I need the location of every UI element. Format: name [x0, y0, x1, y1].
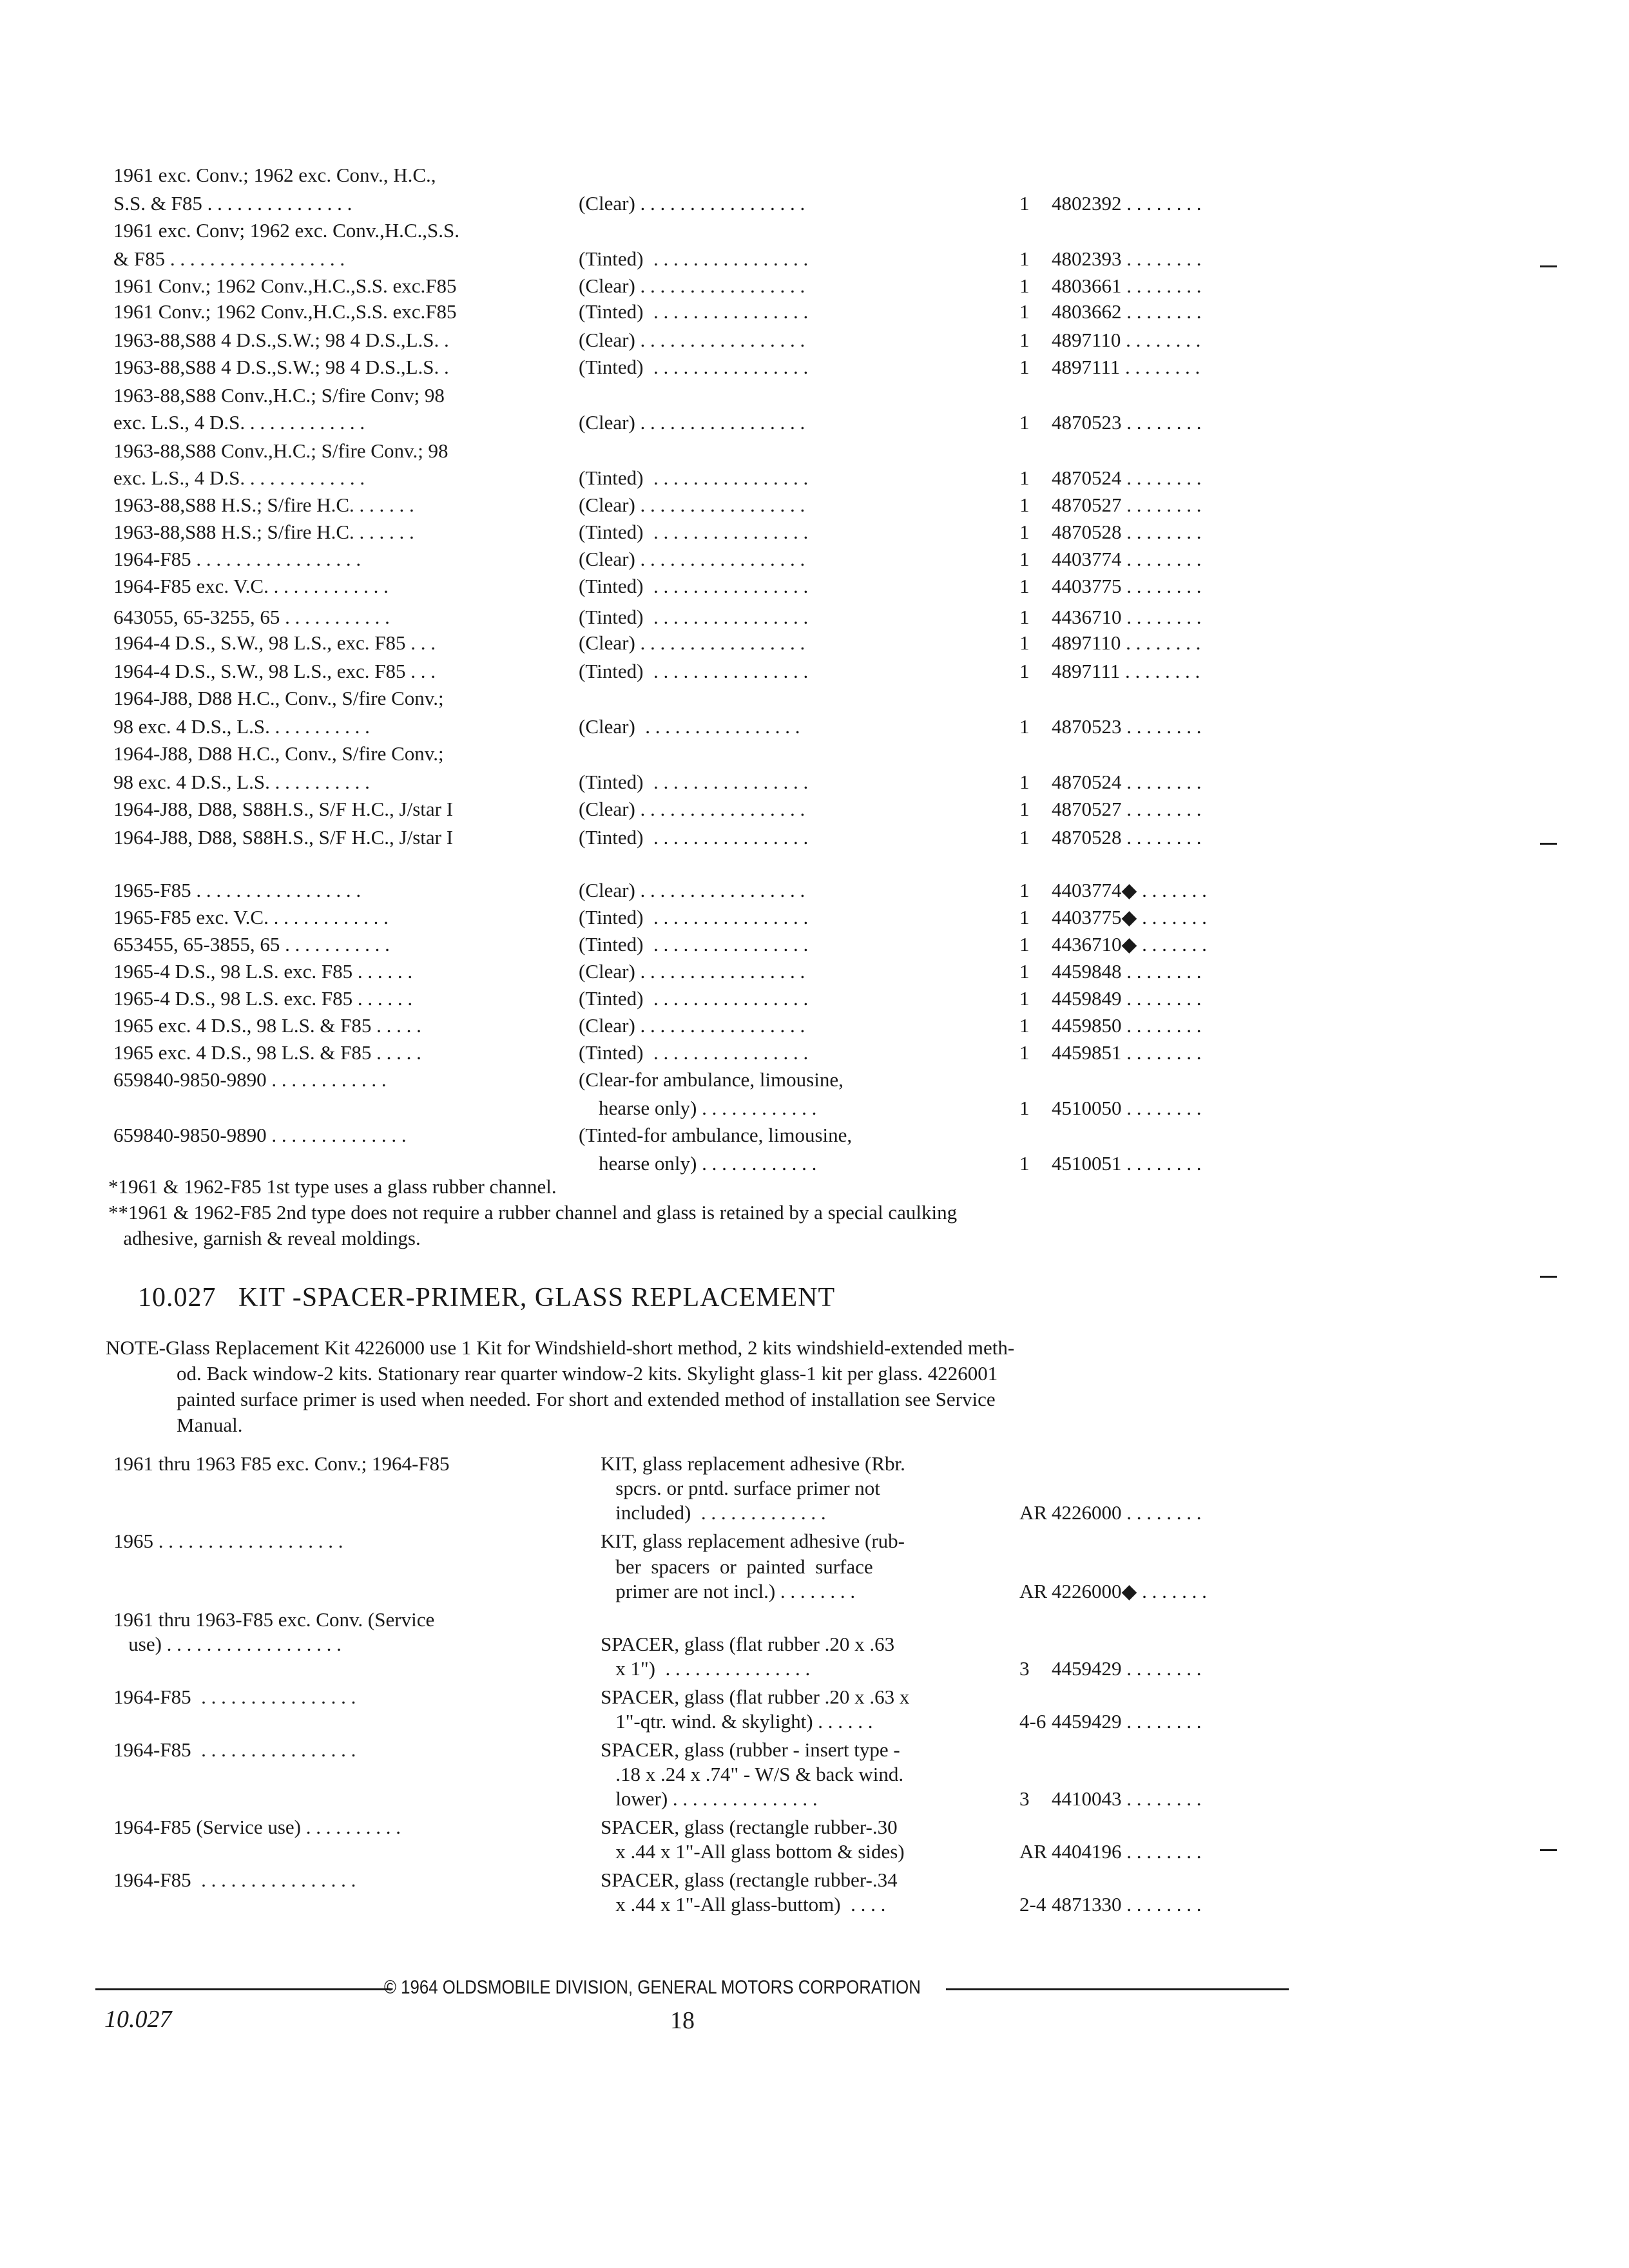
- table-cell-quantity: 1: [1019, 1014, 1030, 1037]
- table-cell-description: (Tinted) . . . . . . . . . . . . . . . .: [579, 575, 809, 597]
- table-cell-description: (Clear) . . . . . . . . . . . . . . . . .: [579, 192, 805, 215]
- table-cell-quantity: 1: [1019, 411, 1030, 434]
- table-cell-description: ber spacers or painted surface: [601, 1555, 873, 1578]
- table-cell-part-number: 4436710 . . . . . . . .: [1052, 606, 1202, 628]
- table-cell-description: (Tinted-for ambulance, limousine,: [579, 1124, 853, 1146]
- table-cell-description: KIT, glass replacement adhesive (Rbr.: [601, 1452, 905, 1475]
- note-line: Manual.: [177, 1414, 243, 1436]
- table-cell-quantity: 1: [1019, 960, 1030, 983]
- table-cell-part-number: 4403774◆ . . . . . . .: [1052, 879, 1207, 901]
- table-cell-description: SPACER, glass (rubber - insert type -: [601, 1738, 900, 1761]
- table-cell-part-number: 4404196 . . . . . . . .: [1052, 1840, 1202, 1863]
- table-cell-application: 1961 exc. Conv; 1962 exc. Conv.,H.C.,S.S.: [113, 219, 460, 242]
- table-cell-application: exc. L.S., 4 D.S. . . . . . . . . . . . .: [113, 466, 365, 489]
- table-cell-description: (Clear) . . . . . . . . . . . . . . . . .: [579, 879, 805, 901]
- table-cell-part-number: 4870528 . . . . . . . .: [1052, 826, 1202, 849]
- table-cell-quantity: 1: [1019, 631, 1030, 654]
- table-cell-description: hearse only) . . . . . . . . . . . .: [579, 1152, 817, 1175]
- table-cell-application: 659840-9850-9890 . . . . . . . . . . . .: [113, 1068, 387, 1091]
- table-cell-application: 1964-F85 exc. V.C. . . . . . . . . . . . .: [113, 575, 389, 597]
- table-cell-application: 1965-4 D.S., 98 L.S. exc. F85 . . . . . .: [113, 960, 413, 983]
- table-cell-part-number: 4870524 . . . . . . . .: [1052, 466, 1202, 489]
- table-cell-part-number: 4459849 . . . . . . . .: [1052, 987, 1202, 1010]
- table-cell-application: 653455, 65-3855, 65 . . . . . . . . . . .: [113, 933, 390, 956]
- table-cell-application: & F85 . . . . . . . . . . . . . . . . . .: [113, 247, 345, 270]
- table-cell-part-number: 4897110 . . . . . . . .: [1052, 329, 1201, 351]
- table-cell-part-number: 4403775◆ . . . . . . .: [1052, 906, 1207, 928]
- table-cell-description: (Tinted) . . . . . . . . . . . . . . . .: [579, 771, 809, 793]
- table-cell-quantity: 1: [1019, 300, 1030, 323]
- table-cell-application: 659840-9850-9890 . . . . . . . . . . . . . .: [113, 1124, 407, 1146]
- table-cell-part-number: 4870523 . . . . . . . .: [1052, 411, 1202, 434]
- table-cell-quantity: 3: [1019, 1787, 1030, 1810]
- table-cell-description: (Tinted) . . . . . . . . . . . . . . . .: [579, 933, 809, 956]
- table-cell-quantity: 1: [1019, 274, 1030, 297]
- table-cell-quantity: 1: [1019, 879, 1030, 901]
- table-cell-description: (Tinted) . . . . . . . . . . . . . . . .: [579, 987, 809, 1010]
- table-cell-quantity: 1: [1019, 987, 1030, 1010]
- table-cell-description: (Clear) . . . . . . . . . . . . . . . .: [579, 715, 800, 738]
- table-cell-quantity: 1: [1019, 606, 1030, 628]
- table-cell-application: 1965-F85 . . . . . . . . . . . . . . . . .: [113, 879, 361, 901]
- section-heading: 10.027 KIT -SPACER-PRIMER, GLASS REPLACEMENT: [138, 1283, 836, 1312]
- table-cell-description: (Tinted) . . . . . . . . . . . . . . . .: [579, 660, 809, 682]
- table-cell-description: KIT, glass replacement adhesive (rub-: [601, 1530, 905, 1552]
- table-cell-part-number: 4459429 . . . . . . . .: [1052, 1710, 1202, 1733]
- table-cell-quantity: 1: [1019, 1097, 1030, 1119]
- table-cell-part-number: 4870527 . . . . . . . .: [1052, 494, 1202, 516]
- table-cell-application: 1964-4 D.S., S.W., 98 L.S., exc. F85 . . .: [113, 660, 436, 682]
- note-line: NOTE-Glass Replacement Kit 4226000 use 1 Kit for Windshield-short method, 2 kits windshield-extended meth-: [106, 1336, 1015, 1359]
- table-cell-description: (Tinted) . . . . . . . . . . . . . . . .: [579, 356, 809, 378]
- table-cell-quantity: 1: [1019, 798, 1030, 820]
- table-cell-description: (Clear) . . . . . . . . . . . . . . . . .: [579, 798, 805, 820]
- copyright-notice: © 1964 OLDSMOBILE DIVISION, GENERAL MOTORS CORPORATION: [384, 1977, 921, 1998]
- table-cell-description: (Tinted) . . . . . . . . . . . . . . . .: [579, 826, 809, 849]
- table-cell-application: 1964-F85 . . . . . . . . . . . . . . . .: [113, 1869, 356, 1891]
- table-cell-description: (Tinted) . . . . . . . . . . . . . . . .: [579, 1041, 809, 1064]
- table-cell-part-number: 4803662 . . . . . . . .: [1052, 300, 1202, 323]
- table-cell-part-number: 4802393 . . . . . . . .: [1052, 247, 1202, 270]
- table-cell-part-number: 4897111 . . . . . . . .: [1052, 356, 1200, 378]
- table-cell-quantity: 1: [1019, 548, 1030, 570]
- table-cell-application: 1963-88,S88 Conv.,H.C.; S/fire Conv; 98: [113, 384, 445, 407]
- table-cell-part-number: 4459850 . . . . . . . .: [1052, 1014, 1202, 1037]
- table-cell-description: (Clear) . . . . . . . . . . . . . . . . .: [579, 960, 805, 983]
- table-cell-application: 1961 Conv.; 1962 Conv.,H.C.,S.S. exc.F85: [113, 274, 457, 297]
- table-cell-quantity: 2-4: [1019, 1893, 1046, 1916]
- table-cell-application: use) . . . . . . . . . . . . . . . . . .: [113, 1633, 342, 1655]
- table-cell-description: .18 x .24 x .74" - W/S & back wind.: [601, 1763, 904, 1785]
- table-cell-description: (Clear) . . . . . . . . . . . . . . . . .: [579, 329, 805, 351]
- table-cell-description: (Tinted) . . . . . . . . . . . . . . . .: [579, 247, 809, 270]
- table-cell-description: SPACER, glass (flat rubber .20 x .63: [601, 1633, 895, 1655]
- table-cell-application: 1965 exc. 4 D.S., 98 L.S. & F85 . . . . .: [113, 1041, 421, 1064]
- table-cell-quantity: 1: [1019, 192, 1030, 215]
- installation-note: [106, 1335, 1291, 1438]
- table-cell-application: 1961 thru 1963-F85 exc. Conv. (Service: [113, 1608, 435, 1631]
- table-cell-application: 1964-F85 . . . . . . . . . . . . . . . .: [113, 1686, 356, 1708]
- table-cell-application: S.S. & F85 . . . . . . . . . . . . . . .: [113, 192, 352, 215]
- table-cell-application: 1964-J88, D88 H.C., Conv., S/fire Conv.;: [113, 742, 444, 765]
- margin-mark: [1540, 1276, 1557, 1278]
- margin-mark: [1540, 843, 1557, 845]
- section-number: 10.027: [104, 2006, 172, 2033]
- table-cell-application: 1964-F85 . . . . . . . . . . . . . . . .: [113, 1738, 356, 1761]
- table-cell-description: (Tinted) . . . . . . . . . . . . . . . .: [579, 906, 809, 928]
- table-cell-application: 98 exc. 4 D.S., L.S. . . . . . . . . . .: [113, 715, 370, 738]
- table-cell-application: 1964-F85 . . . . . . . . . . . . . . . . .: [113, 548, 361, 570]
- footnote-2-continued: adhesive, garnish & reveal moldings.: [108, 1227, 421, 1249]
- table-cell-quantity: AR: [1019, 1580, 1048, 1602]
- table-cell-part-number: 4226000◆ . . . . . . .: [1052, 1580, 1207, 1602]
- table-cell-part-number: 4510050 . . . . . . . .: [1052, 1097, 1202, 1119]
- table-cell-part-number: 4870524 . . . . . . . .: [1052, 771, 1202, 793]
- table-cell-description: x .44 x 1"-All glass bottom & sides): [601, 1840, 905, 1863]
- table-cell-part-number: 4510051 . . . . . . . .: [1052, 1152, 1202, 1175]
- table-cell-part-number: 4870527 . . . . . . . .: [1052, 798, 1202, 820]
- table-cell-description: hearse only) . . . . . . . . . . . .: [579, 1097, 817, 1119]
- table-cell-part-number: 4403775 . . . . . . . .: [1052, 575, 1202, 597]
- table-cell-application: 1963-88,S88 4 D.S.,S.W.; 98 4 D.S.,L.S. .: [113, 356, 449, 378]
- table-cell-part-number: 4459851 . . . . . . . .: [1052, 1041, 1202, 1064]
- table-cell-description: (Clear) . . . . . . . . . . . . . . . . .: [579, 548, 805, 570]
- table-cell-description: lower) . . . . . . . . . . . . . . .: [601, 1787, 818, 1810]
- table-cell-description: included) . . . . . . . . . . . . .: [601, 1501, 826, 1524]
- table-cell-part-number: 4459429 . . . . . . . .: [1052, 1657, 1202, 1680]
- note-line: od. Back window-2 kits. Stationary rear quarter window-2 kits. Skylight glass-1 kit per glass. 4226001: [177, 1362, 998, 1385]
- table-cell-quantity: 1: [1019, 575, 1030, 597]
- table-cell-description: (Clear) . . . . . . . . . . . . . . . . .: [579, 631, 805, 654]
- table-cell-quantity: 4-6: [1019, 1710, 1046, 1733]
- table-cell-description: (Clear) . . . . . . . . . . . . . . . . .: [579, 411, 805, 434]
- table-cell-application: 1963-88,S88 H.S.; S/fire H.C. . . . . . .: [113, 494, 414, 516]
- table-cell-application: 1965 . . . . . . . . . . . . . . . . . . .: [113, 1530, 343, 1552]
- table-cell-quantity: 1: [1019, 906, 1030, 928]
- table-cell-description: SPACER, glass (flat rubber .20 x .63 x: [601, 1686, 910, 1708]
- margin-mark: [1540, 265, 1557, 267]
- table-cell-part-number: 4870528 . . . . . . . .: [1052, 521, 1202, 543]
- table-cell-quantity: 1: [1019, 494, 1030, 516]
- table-cell-quantity: AR: [1019, 1840, 1048, 1863]
- table-cell-application: 1963-88,S88 H.S.; S/fire H.C. . . . . . .: [113, 521, 414, 543]
- table-cell-description: x .44 x 1"-All glass-buttom) . . . .: [601, 1893, 886, 1916]
- table-cell-application: 1964-J88, D88, S88H.S., S/F H.C., J/star I: [113, 826, 454, 849]
- table-cell-description: spcrs. or pntd. surface primer not: [601, 1477, 880, 1499]
- table-cell-quantity: 1: [1019, 329, 1030, 351]
- table-cell-description: (Tinted) . . . . . . . . . . . . . . . .: [579, 300, 809, 323]
- table-cell-application: 1964-4 D.S., S.W., 98 L.S., exc. F85 . . .: [113, 631, 436, 654]
- table-cell-part-number: 4226000 . . . . . . . .: [1052, 1501, 1202, 1524]
- footnote-2: **1961 & 1962-F85 2nd type does not require a rubber channel and glass is retained by a special caulking: [108, 1201, 958, 1224]
- table-cell-application: 1961 Conv.; 1962 Conv.,H.C.,S.S. exc.F85: [113, 300, 457, 323]
- table-cell-quantity: 1: [1019, 771, 1030, 793]
- table-cell-application: 1963-88,S88 Conv.,H.C.; S/fire Conv.; 98: [113, 439, 448, 462]
- footer-rule-right: [946, 1988, 1289, 1990]
- table-cell-part-number: 4436710◆ . . . . . . .: [1052, 933, 1207, 956]
- table-cell-description: (Clear) . . . . . . . . . . . . . . . . .: [579, 274, 805, 297]
- table-cell-application: 1964-J88, D88 H.C., Conv., S/fire Conv.;: [113, 687, 444, 709]
- table-cell-quantity: 3: [1019, 1657, 1030, 1680]
- table-cell-application: 1964-J88, D88, S88H.S., S/F H.C., J/star I: [113, 798, 454, 820]
- table-cell-application: 1961 thru 1963 F85 exc. Conv.; 1964-F85: [113, 1452, 450, 1475]
- table-cell-quantity: 1: [1019, 715, 1030, 738]
- table-cell-part-number: 4897111 . . . . . . . .: [1052, 660, 1200, 682]
- table-cell-part-number: 4410043 . . . . . . . .: [1052, 1787, 1202, 1810]
- table-cell-application: 1963-88,S88 4 D.S.,S.W.; 98 4 D.S.,L.S. .: [113, 329, 449, 351]
- footer-rule-left: [95, 1988, 392, 1990]
- table-cell-quantity: 1: [1019, 466, 1030, 489]
- margin-mark: [1540, 1849, 1557, 1851]
- table-cell-description: (Clear-for ambulance, limousine,: [579, 1068, 843, 1091]
- table-cell-application: exc. L.S., 4 D.S. . . . . . . . . . . . .: [113, 411, 365, 434]
- table-cell-description: SPACER, glass (rectangle rubber-.34: [601, 1869, 898, 1891]
- table-cell-quantity: 1: [1019, 660, 1030, 682]
- table-cell-description: primer are not incl.) . . . . . . . .: [601, 1580, 856, 1602]
- table-cell-description: (Tinted) . . . . . . . . . . . . . . . .: [579, 606, 809, 628]
- footnote-1: *1961 & 1962-F85 1st type uses a glass rubber channel.: [108, 1175, 557, 1198]
- table-cell-application: 98 exc. 4 D.S., L.S. . . . . . . . . . .: [113, 771, 370, 793]
- table-cell-description: x 1") . . . . . . . . . . . . . . .: [601, 1657, 811, 1680]
- table-cell-part-number: 4871330 . . . . . . . .: [1052, 1893, 1202, 1916]
- table-cell-application: 1964-F85 (Service use) . . . . . . . . . .: [113, 1816, 401, 1838]
- table-cell-quantity: 1: [1019, 1041, 1030, 1064]
- table-cell-part-number: 4802392 . . . . . . . .: [1052, 192, 1202, 215]
- table-cell-application: 1965-F85 exc. V.C. . . . . . . . . . . . .: [113, 906, 389, 928]
- table-cell-quantity: 1: [1019, 1152, 1030, 1175]
- table-cell-quantity: 1: [1019, 933, 1030, 956]
- table-cell-application: 1965 exc. 4 D.S., 98 L.S. & F85 . . . . .: [113, 1014, 421, 1037]
- table-cell-quantity: AR: [1019, 1501, 1048, 1524]
- table-cell-quantity: 1: [1019, 356, 1030, 378]
- table-cell-description: (Clear) . . . . . . . . . . . . . . . . .: [579, 1014, 805, 1037]
- table-cell-part-number: 4403774 . . . . . . . .: [1052, 548, 1202, 570]
- table-cell-description: (Tinted) . . . . . . . . . . . . . . . .: [579, 521, 809, 543]
- table-cell-part-number: 4870523 . . . . . . . .: [1052, 715, 1202, 738]
- table-cell-description: SPACER, glass (rectangle rubber-.30: [601, 1816, 898, 1838]
- table-cell-application: 643055, 65-3255, 65 . . . . . . . . . . .: [113, 606, 390, 628]
- table-cell-quantity: 1: [1019, 521, 1030, 543]
- table-cell-quantity: 1: [1019, 826, 1030, 849]
- table-cell-application: 1961 exc. Conv.; 1962 exc. Conv., H.C.,: [113, 164, 436, 186]
- table-cell-description: (Tinted) . . . . . . . . . . . . . . . .: [579, 466, 809, 489]
- table-cell-quantity: 1: [1019, 247, 1030, 270]
- table-cell-part-number: 4897110 . . . . . . . .: [1052, 631, 1201, 654]
- page-number: 18: [670, 2007, 695, 2034]
- table-cell-part-number: 4803661 . . . . . . . .: [1052, 274, 1202, 297]
- table-cell-description: (Clear) . . . . . . . . . . . . . . . . .: [579, 494, 805, 516]
- table-cell-application: 1965-4 D.S., 98 L.S. exc. F85 . . . . . .: [113, 987, 413, 1010]
- table-cell-part-number: 4459848 . . . . . . . .: [1052, 960, 1202, 983]
- table-cell-description: 1"-qtr. wind. & skylight) . . . . . .: [601, 1710, 873, 1733]
- note-line: painted surface primer is used when needed. For short and extended method of installation see Service: [177, 1388, 996, 1410]
